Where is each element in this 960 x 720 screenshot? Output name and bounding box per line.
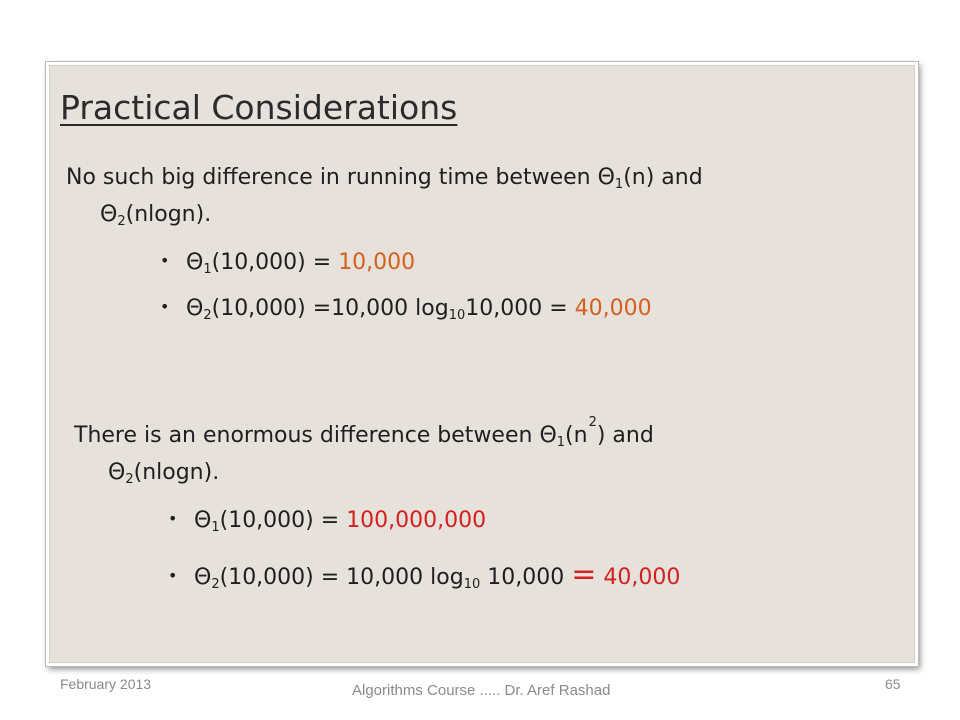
section2-line2-text-b: (nlogn). bbox=[133, 460, 220, 485]
section2-line1-text-b: (n bbox=[565, 423, 588, 448]
slide-title: Practical Considerations bbox=[60, 88, 458, 127]
section1-line2-text-b: (nlogn). bbox=[125, 202, 212, 227]
footer-page-number: 65 bbox=[885, 676, 901, 692]
section1-line2-text-a: Θ bbox=[100, 202, 118, 227]
bullet-expression: (10,000) = bbox=[211, 250, 339, 275]
bullet-expression-2: 10,000 = bbox=[465, 296, 575, 321]
section1-line1 bbox=[66, 160, 703, 196]
section2-line1-superscript: 2 bbox=[588, 415, 597, 430]
bullet-sub: 1 bbox=[211, 520, 220, 535]
bullet-log-base: 10 bbox=[448, 308, 466, 323]
section1-bullet-2 bbox=[160, 291, 652, 325]
section1-line1-text-b: (n) and bbox=[623, 165, 703, 190]
footer-date: February 2013 bbox=[60, 676, 152, 692]
section2-line2-sub: 2 bbox=[125, 472, 134, 487]
bullet-dot: • bbox=[168, 509, 178, 528]
section1-line2 bbox=[100, 197, 211, 233]
section2-bullet-1 bbox=[168, 503, 486, 537]
bullet-expression: (10,000) = bbox=[219, 508, 347, 533]
bullet-result: 10,000 bbox=[338, 250, 416, 275]
section2-bullet-2 bbox=[168, 559, 680, 594]
section1-line1-text-a: No such big difference in running time between Θ bbox=[66, 165, 615, 190]
bullet-log-base: 10 bbox=[463, 577, 481, 592]
bullet-expression: (10,000) = 10,000 log bbox=[219, 565, 464, 590]
section2-line1-text-c: ) and bbox=[596, 423, 654, 448]
footer-course: Algorithms Course ..... Dr. Aref Rashad bbox=[352, 682, 611, 699]
bullet-result: 40,000 bbox=[574, 296, 652, 321]
section2-line1-sub: 1 bbox=[556, 435, 566, 450]
bullet-theta: Θ bbox=[194, 508, 212, 533]
bullet-dot: • bbox=[168, 566, 178, 585]
bullet-dot: • bbox=[160, 251, 170, 270]
section1-line1-sub: 1 bbox=[614, 177, 624, 192]
bullet-sub: 2 bbox=[203, 308, 212, 323]
section1-line2-sub: 2 bbox=[117, 214, 126, 229]
bullet-theta: Θ bbox=[186, 250, 204, 275]
bullet-dot: • bbox=[160, 297, 170, 316]
section2-line2 bbox=[108, 455, 219, 491]
bullet-expression: (10,000) =10,000 log bbox=[211, 296, 449, 321]
section1-bullet-1 bbox=[160, 245, 415, 279]
section2-line1-text-a: There is an enormous difference between Θ bbox=[74, 423, 557, 448]
bullet-sub: 1 bbox=[203, 262, 212, 277]
bullet-result: 100,000,000 bbox=[346, 508, 487, 533]
bullet-result: 40,000 bbox=[596, 565, 681, 590]
bullet-expression-2: 10,000 bbox=[480, 565, 572, 590]
bullet-sub: 2 bbox=[211, 577, 220, 592]
bullet-equals: = bbox=[571, 557, 597, 592]
bullet-theta: Θ bbox=[186, 296, 204, 321]
section2-line2-text-a: Θ bbox=[108, 460, 126, 485]
bullet-theta: Θ bbox=[194, 565, 212, 590]
section2-line1 bbox=[74, 415, 654, 457]
